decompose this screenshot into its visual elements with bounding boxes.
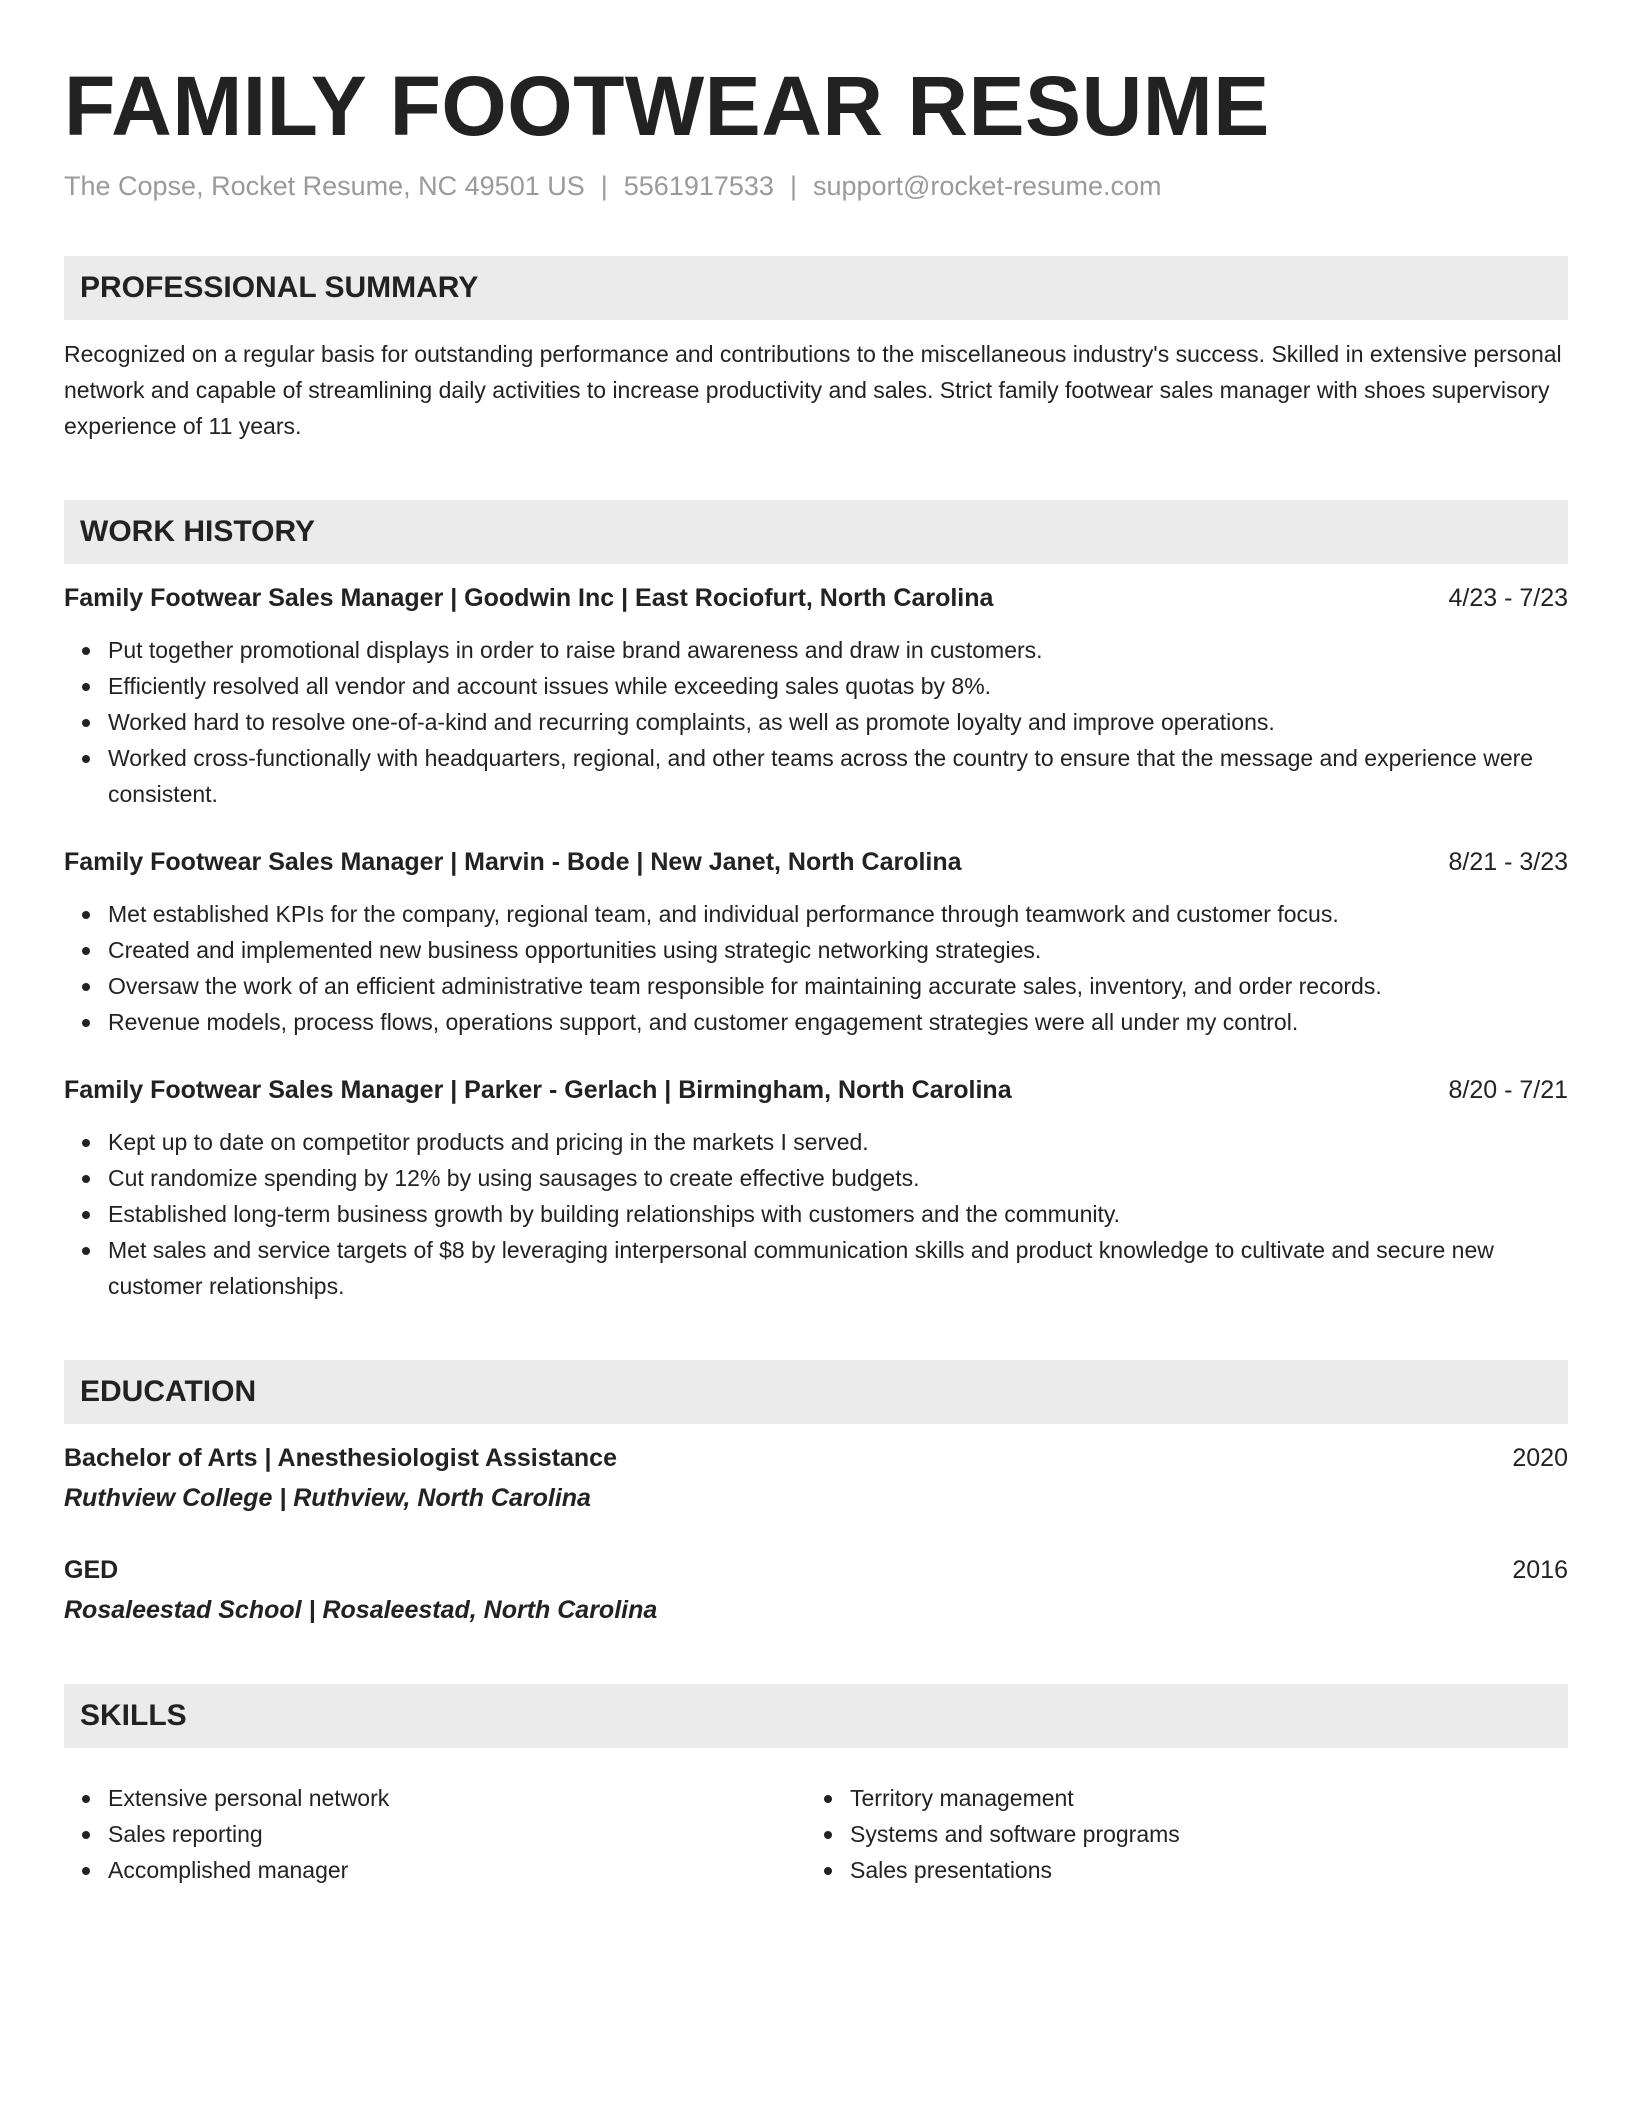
job-bullet: Created and implemented new business opportunities using strategic networking strategies.: [64, 932, 1568, 968]
job-bullet: Met sales and service targets of $8 by leveraging interpersonal communication skills and product knowledge to cultivate and secure new customer relationships.: [64, 1232, 1568, 1304]
job-title: Family Footwear Sales Manager | Goodwin Inc | East Rociofurt, North Carolina: [64, 584, 994, 612]
summary-text: Recognized on a regular basis for outstanding performance and contributions to the miscellaneous industry's success. Skilled in extensive personal network and capable of streamlining daily activities to increase productivity and sales. Strict family footwear sales manager with shoes supervisory experience of 11 years.: [64, 341, 1562, 439]
contact-email: support@rocket-resume.com: [812, 171, 1162, 201]
job-bullet: Revenue models, process flows, operations support, and customer engagement strategies were all under my control.: [64, 1004, 1568, 1040]
job-bullet: Put together promotional displays in order to raise brand awareness and draw in customers.: [64, 632, 1568, 668]
contact-line: [64, 168, 1568, 204]
section-heading-skills: SKILLS: [64, 1684, 1568, 1748]
resume-title: FAMILY FOOTWEAR RESUME: [64, 59, 1270, 153]
job-bullet: Efficiently resolved all vendor and account issues while exceeding sales quotas by 8%.: [64, 668, 1568, 704]
job-bullets: [64, 1124, 1568, 1304]
contact-separator: |: [600, 171, 608, 201]
skills-list: [64, 1764, 1568, 1888]
job-entry: [64, 580, 1568, 812]
education-degree: GED: [64, 1556, 119, 1584]
contact-separator: |: [789, 171, 797, 201]
skill-item: Accomplished manager: [64, 1852, 806, 1888]
skill-item: Territory management: [806, 1780, 1548, 1816]
job-bullets: [64, 896, 1568, 1040]
job-bullet: Worked hard to resolve one-of-a-kind and recurring complaints, as well as promote loyalty and improve operations.: [64, 704, 1568, 740]
skill-item: Systems and software programs: [806, 1816, 1548, 1852]
section-heading-work-history: WORK HISTORY: [64, 500, 1568, 564]
job-title: Family Footwear Sales Manager | Marvin - Bode | New Janet, North Carolina: [64, 848, 962, 876]
job-dates: 4/23 - 7/23: [1448, 584, 1568, 612]
contact-phone: 5561917533: [623, 171, 774, 201]
education-year: 2020: [1512, 1444, 1568, 1472]
education-school: Rosaleestad School | Rosaleestad, North Carolina: [64, 1596, 658, 1624]
job-title: Family Footwear Sales Manager | Parker - Gerlach | Birmingham, North Carolina: [64, 1076, 1012, 1104]
job-bullet: Cut randomize spending by 12% by using sausages to create effective budgets.: [64, 1160, 1568, 1196]
education-entry: [64, 1552, 1568, 1628]
skills-column-right: [806, 1780, 1548, 1888]
education-header: [64, 1440, 1568, 1476]
job-bullet: Worked cross-functionally with headquarters, regional, and other teams across the country to ensure that the message and experience were consistent.: [64, 740, 1568, 812]
education-degree: Bachelor of Arts | Anesthesiologist Assistance: [64, 1444, 617, 1472]
job-dates: 8/20 - 7/21: [1448, 1076, 1568, 1104]
skill-item: Sales reporting: [64, 1816, 806, 1852]
job-header: [64, 1072, 1568, 1108]
job-bullet: Met established KPIs for the company, regional team, and individual performance through teamwork and customer focus.: [64, 896, 1568, 932]
contact-address: The Copse, Rocket Resume, NC 49501 US: [64, 171, 585, 201]
skill-item: Extensive personal network: [64, 1780, 806, 1816]
education-school: Ruthview College | Ruthview, North Carolina: [64, 1484, 591, 1512]
skill-item: Sales presentations: [806, 1852, 1548, 1888]
job-bullet: Established long-term business growth by building relationships with customers and the community.: [64, 1196, 1568, 1232]
job-entry: [64, 1072, 1568, 1304]
job-entry: [64, 844, 1568, 1040]
education-header: [64, 1552, 1568, 1588]
job-header: [64, 580, 1568, 616]
job-bullets: [64, 632, 1568, 812]
job-header: [64, 844, 1568, 880]
job-bullet: Kept up to date on competitor products and pricing in the markets I served.: [64, 1124, 1568, 1160]
section-heading-education: EDUCATION: [64, 1360, 1568, 1424]
education-entry: [64, 1440, 1568, 1516]
education-year: 2016: [1512, 1556, 1568, 1584]
skills-column-left: [64, 1780, 806, 1888]
section-heading-summary: PROFESSIONAL SUMMARY: [64, 256, 1568, 320]
job-bullet: Oversaw the work of an efficient administrative team responsible for maintaining accurate sales, inventory, and order records.: [64, 968, 1568, 1004]
job-dates: 8/21 - 3/23: [1448, 848, 1568, 876]
resume-page: [64, 58, 1568, 1888]
